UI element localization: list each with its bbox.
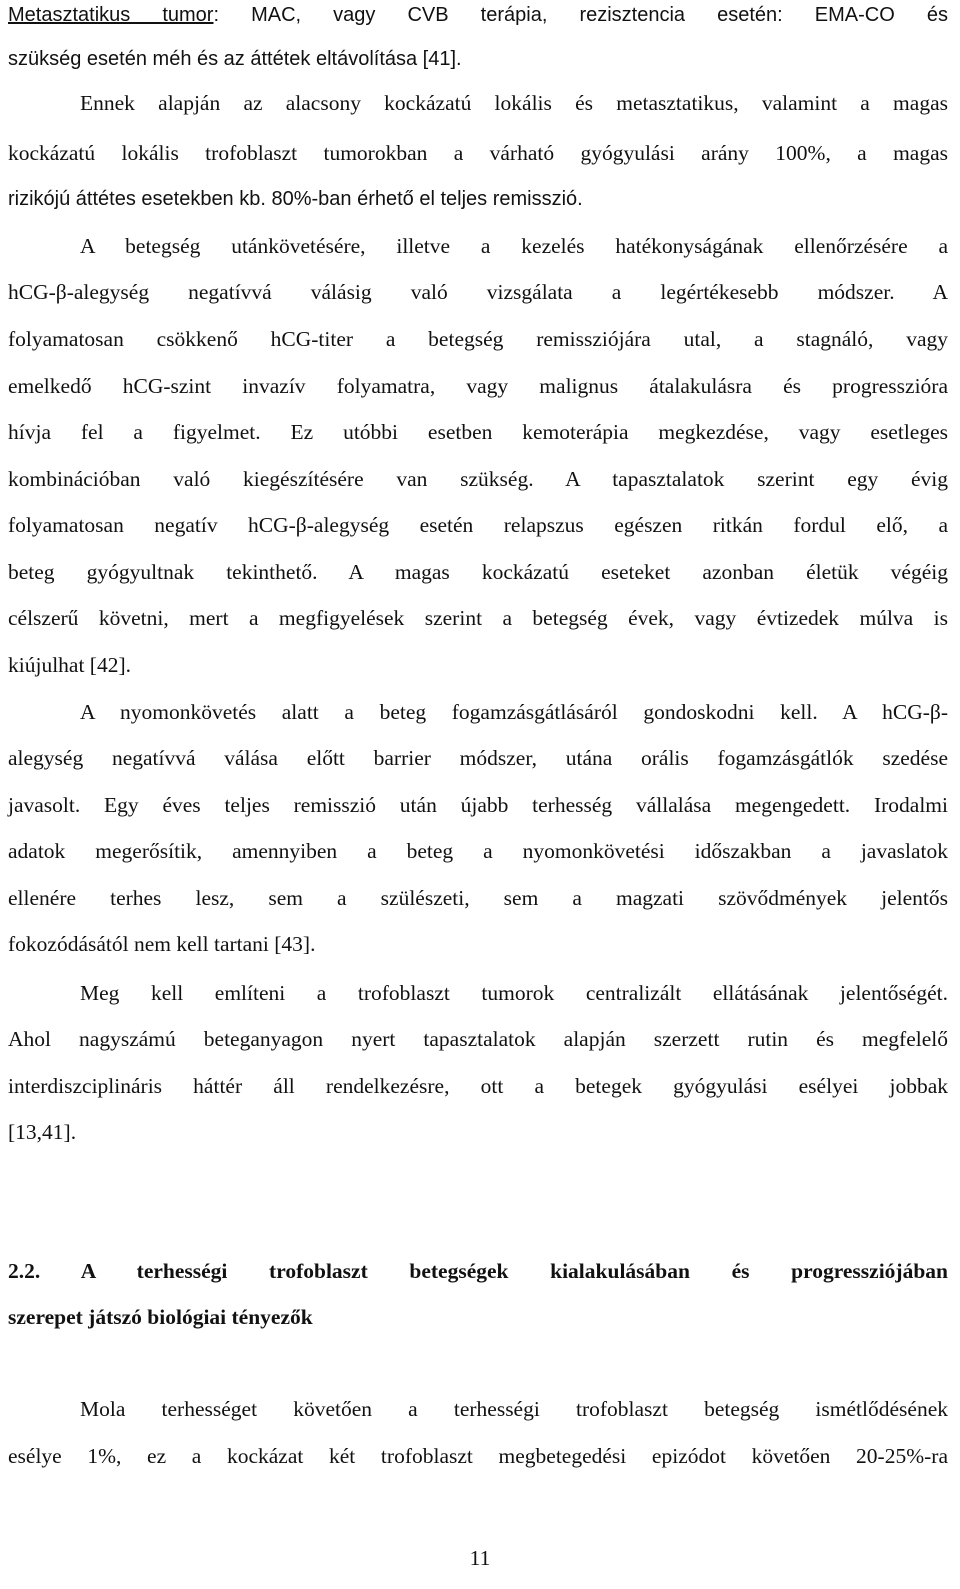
paragraph-2-line-7: folyamatosan negatív hCG-β-alegység esetén relapszus egészen ritkán fordul elő, a <box>8 513 948 537</box>
section-heading-line-1: 2.2. A terhességi trofoblaszt betegségek kialakulásában és progressziójában <box>8 1259 948 1283</box>
paragraph-2-line-1: A betegség utánkövetésére, illetve a kezelés hatékonyságának ellenőrzésére a <box>80 234 948 258</box>
paragraph-3-line-1: A nyomonkövetés alatt a beteg fogamzásgátlásáról gondoskodni kell. A hCG-β- <box>80 700 948 724</box>
paragraph-5-line-1: Mola terhességet követően a terhességi trofoblaszt betegség ismétlődésének <box>80 1397 948 1421</box>
paragraph-2-line-10: kiújulhat [42]. <box>8 653 132 677</box>
paragraph-2-line-4: emelkedő hCG-szint invazív folyamatra, vagy malignus átalakulásra és progresszióra <box>8 374 948 398</box>
paragraph-3-line-6: fokozódásától nem kell tartani [43]. <box>8 932 316 956</box>
text-line-1: Metasztatikus tumor: MAC, vagy CVB terápia, rezisztencia esetén: EMA-CO és <box>8 4 948 26</box>
text-line-2: szükség esetén méh és az áttétek eltávolítása [41]. <box>8 48 462 70</box>
paragraph-1-line-1: Ennek alapján az alacsony kockázatú lokális és metasztatikus, valamint a magas <box>80 91 948 115</box>
paragraph-2-line-6: kombinációban való kiegészítésére van szükség. A tapasztalatok szerint egy évig <box>8 467 948 491</box>
paragraph-4-line-1: Meg kell említeni a trofoblaszt tumorok centralizált ellátásának jelentőségét. <box>80 981 948 1005</box>
paragraph-2-line-9: célszerű követni, mert a megfigyelések szerint a betegség évek, vagy évtizedek múlva is <box>8 606 948 630</box>
paragraph-2-line-3: folyamatosan csökkenő hCG-titer a betegség remissziójára utal, a stagnáló, vagy <box>8 327 948 351</box>
paragraph-2-line-2: hCG-β-alegység negatívvá válásig való vizsgálata a legértékesebb módszer. A <box>8 280 948 304</box>
paragraph-3-line-4: adatok megerősítik, amennyiben a beteg a nyomonkövetési időszakban a javaslatok <box>8 839 948 863</box>
paragraph-2-line-5: hívja fel a figyelmet. Ez utóbbi esetben kemoterápia megkezdése, vagy esetleges <box>8 420 948 444</box>
paragraph-4-line-4: [13,41]. <box>8 1120 77 1144</box>
paragraph-1-line-2: kockázatú lokális trofoblaszt tumorokban a várható gyógyulási arány 100%, a magas <box>8 141 948 165</box>
paragraph-3-line-5: ellenére terhes lesz, sem a szülészeti, sem a magzati szövődmények jelentős <box>8 886 948 910</box>
paragraph-3-line-3: javasolt. Egy éves teljes remisszió után újabb terhesség vállalása megengedett. Irodalmi <box>8 793 948 817</box>
paragraph-5-line-2: esélye 1%, ez a kockázat két trofoblaszt megbetegedési epizódot követően 20-25%-ra <box>8 1444 948 1468</box>
paragraph-3-line-2: alegység negatívvá válása előtt barrier módszer, utána orális fogamzásgátlók szedése <box>8 746 948 770</box>
page-number: 11 <box>469 1546 491 1570</box>
paragraph-4-line-3: interdiszciplináris háttér áll rendelkezésre, ott a betegek gyógyulási esélyei jobbak <box>8 1074 948 1098</box>
paragraph-2-line-8: beteg gyógyultnak tekinthető. A magas kockázatú eseteket azonban életük végéig <box>8 560 948 584</box>
metastatic-tumor-label: Metasztatikus tumor <box>8 4 214 26</box>
paragraph-4-line-2: Ahol nagyszámú beteganyagon nyert tapasztalatok alapján szerzett rutin és megfelelő <box>8 1027 948 1051</box>
section-heading-line-2: szerepet játszó biológiai tényezők <box>8 1305 313 1329</box>
paragraph-1-line-3: rizikójú áttétes esetekben kb. 80%-ban érhető el teljes remisszió. <box>8 188 583 210</box>
